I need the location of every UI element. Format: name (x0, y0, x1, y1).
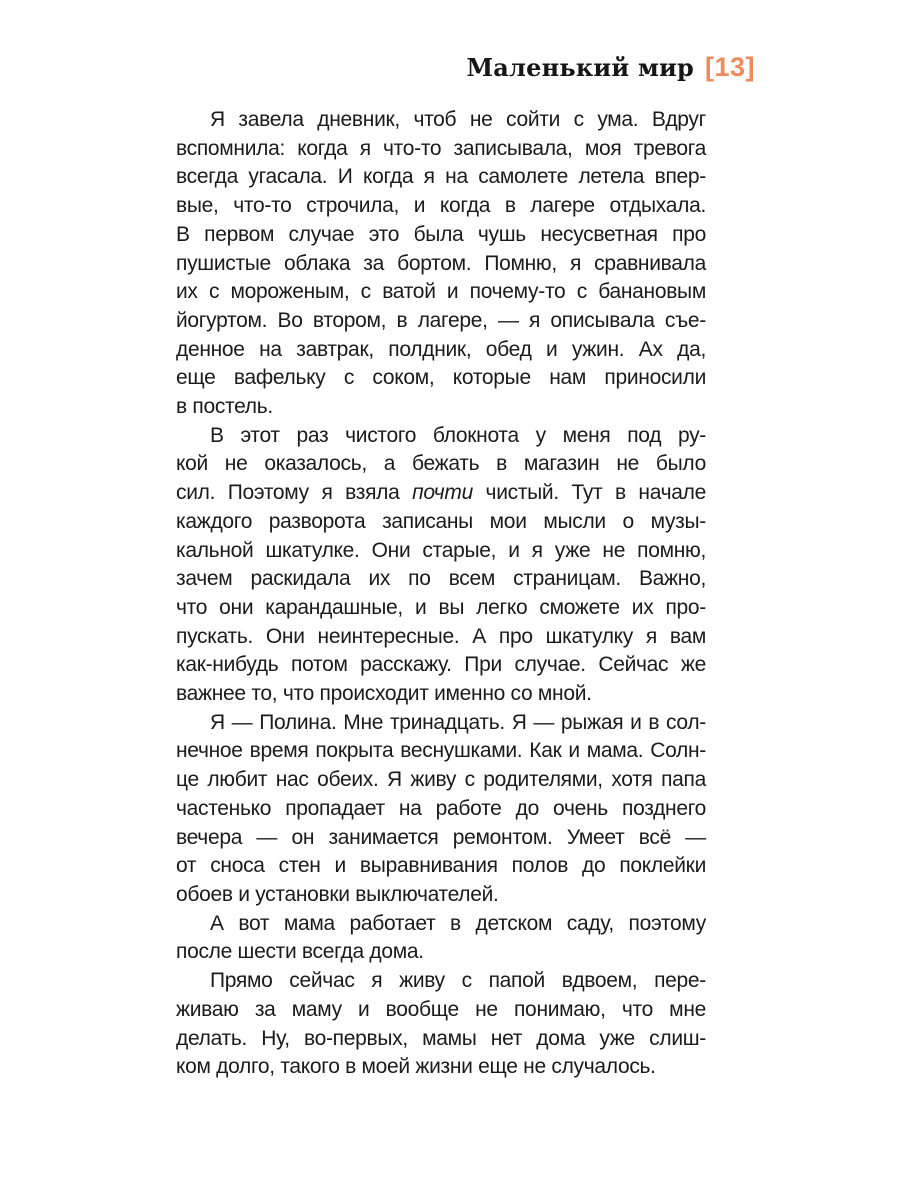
text-line (176, 479, 706, 508)
text-line (176, 250, 706, 279)
text-segment: еще вафельку с соком, которые нам приносили (176, 366, 706, 390)
book-title: Маленький мир (466, 53, 694, 82)
text-segment: в постель. (176, 395, 273, 419)
text-line (176, 364, 706, 393)
text-line (176, 737, 706, 766)
text-line (176, 192, 706, 221)
text-segment: денное на завтрак, полдник, обед и ужин. Ах да, (176, 337, 706, 361)
text-segment: важнее то, что происходит именно со мной. (176, 682, 592, 706)
text-line (176, 824, 706, 853)
text-line (176, 393, 706, 422)
text-line (176, 594, 706, 623)
text-line (176, 881, 706, 910)
text-segment: кальной шкатулке. Они старые, и я уже не помню, (176, 538, 706, 562)
text-line (176, 651, 706, 680)
text-segment: что они карандашные, и вы легко сможете их про- (176, 595, 706, 619)
text-segment: йогуртом. Во втором, в лагере, — я описывала съе- (176, 308, 706, 332)
text-segment: ком долго, такого в моей жизни еще не случалось. (176, 1055, 656, 1079)
text-line (176, 450, 706, 479)
text-line (176, 795, 706, 824)
text-line (176, 996, 706, 1025)
text-line (176, 565, 706, 594)
text-segment: всегда угасала. И когда я на самолете летела впер- (176, 165, 706, 189)
text-segment: А вот мама работает в детском саду, поэтому (210, 911, 706, 935)
text-segment: их с мороженым, с ватой и почему-то с банановым (176, 280, 706, 304)
paragraph (176, 709, 706, 910)
text-line (176, 106, 706, 135)
text-line (176, 278, 706, 307)
paragraph (176, 910, 706, 967)
text-line (176, 163, 706, 192)
text-segment: нечное время покрыта веснушками. Как и мама. Солн- (176, 739, 706, 763)
text-segment: це любит нас обеих. Я живу с родителями, хотя папа (176, 768, 706, 792)
text-segment: чистый. Тут в начале (472, 481, 706, 505)
text-segment: кой не оказалось, а бежать в магазин не было (176, 452, 706, 476)
text-segment: зачем раскидала их по всем страницам. Важно, (176, 567, 706, 591)
text-segment: Я завела дневник, чтоб не сойти с ума. Вдруг (210, 108, 706, 131)
text-segment: пускать. Они неинтересные. А про шкатулку я вам (176, 624, 706, 648)
text-segment: сил. Поэтому я взяла (176, 481, 413, 505)
paragraph (176, 422, 706, 709)
text-segment: Я — Полина. Мне тринадцать. Я — рыжая и в сол- (210, 710, 706, 734)
text-segment: вечера — он занимается ремонтом. Умеет всё — (176, 825, 706, 849)
text-line (176, 709, 706, 738)
text-line (176, 680, 706, 709)
text-segment: от сноса стен и выравнивания полов до поклейки (176, 854, 706, 878)
italic-text: почти (412, 481, 473, 505)
text-segment: каждого разворота записаны мои мысли о музы- (176, 509, 706, 533)
text-segment: В первом случае это была чушь несусветная про (176, 222, 706, 246)
text-segment: как-нибудь потом расскажу. При случае. Сейчас же (176, 653, 706, 677)
text-segment: пушистые облака за бортом. Помню, я сравнивала (176, 251, 706, 275)
text-segment: Прямо сейчас я живу с папой вдвоем, пере- (210, 969, 706, 993)
text-line (176, 1025, 706, 1054)
text-line (176, 938, 706, 967)
page-number: [13] (704, 52, 755, 82)
text-line (176, 307, 706, 336)
text-segment: живаю за маму и вообще не понимаю, что мне (176, 997, 706, 1021)
text-segment: вспомнила: когда я что-то записывала, моя тревога (176, 136, 706, 160)
text-line (176, 508, 706, 537)
text-segment: обоев и установки выключателей. (176, 882, 499, 906)
text-line (176, 766, 706, 795)
paragraph (176, 106, 706, 422)
text-line (176, 852, 706, 881)
text-segment: после шести всегда дома. (176, 940, 424, 964)
text-line (176, 1053, 706, 1082)
text-segment: делать. Ну, во-первых, мамы нет дома уже слиш- (176, 1026, 706, 1050)
text-segment: В этот раз чистого блокнота у меня под ру- (210, 423, 706, 447)
text-segment: вые, что-то строчила, и когда в лагере отдыхала. (176, 194, 706, 218)
page-header (467, 52, 756, 83)
text-segment: частенько пропадает на работе до очень позднего (176, 796, 706, 820)
text-line (176, 422, 706, 451)
text-line (176, 221, 706, 250)
text-line (176, 967, 706, 996)
text-line (176, 537, 706, 566)
text-line (176, 623, 706, 652)
text-line (176, 336, 706, 365)
page-text (176, 106, 706, 1082)
paragraph (176, 967, 706, 1082)
text-line (176, 910, 706, 939)
text-line (176, 135, 706, 164)
